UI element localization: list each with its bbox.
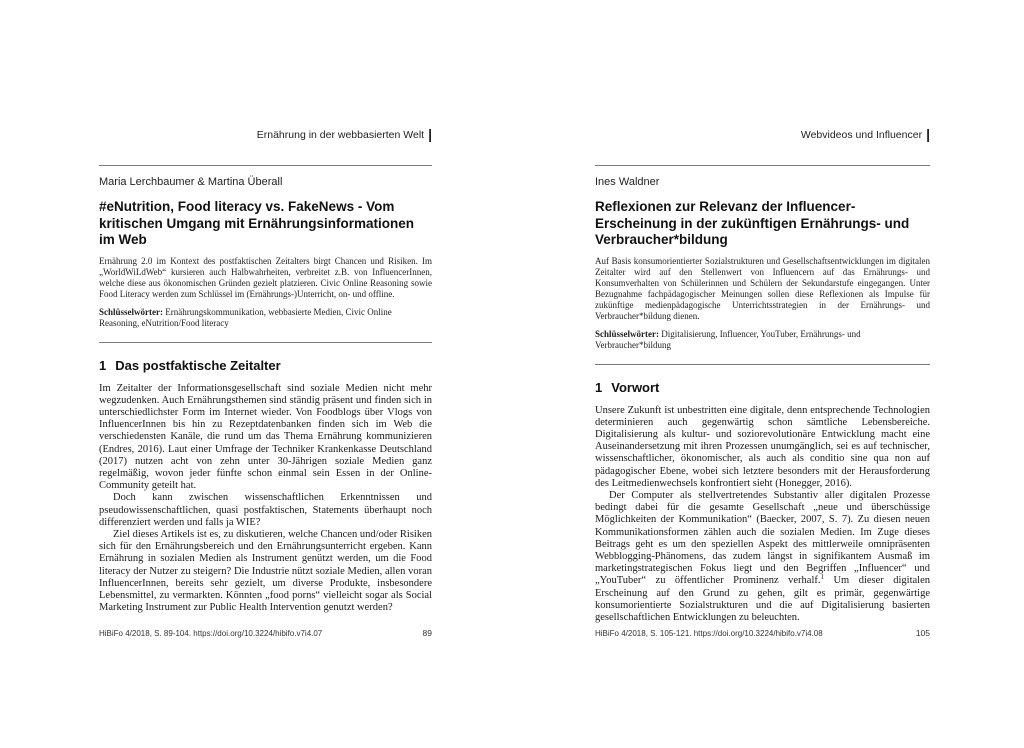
paragraph: Doch kann zwischen wissenschaftlichen Erkenntnissen und pseudowissenschaftlichen, quasi postfaktischen, Statements überhaupt noch differenziert werden und falls ja WIE? [99, 492, 432, 528]
body-text [99, 383, 432, 615]
divider-rule [595, 364, 930, 365]
footer-citation: HiBiFo 4/2018, S. 89-104. https://doi.org/10.3224/hibifo.v7i4.07 [99, 629, 323, 638]
paragraph [595, 490, 930, 624]
authors: Ines Waldner [595, 176, 660, 188]
running-head [595, 126, 930, 142]
running-head-bar: | [926, 126, 930, 142]
body-text [595, 405, 930, 625]
running-head-text: Webvideos und Influencer [800, 129, 923, 141]
paragraph: Unsere Zukunft ist unbestritten eine digitale, denn entsprechende Technologien determinieren auch gegenwärtig schon sämtliche Lebensbereiche. Digitalisierung als kultur- und soziorevolutionäre Entwicklung macht eine Auseinandersetzung mit ihren Prozessen unumgänglich, sei es auf technischer, wissenschaftlicher, ökonomischer, als auch als conditio sine qua non auf pädagogischer Ebene, wobei sich letztere besonders mit der Herausforderung des Leitmedienwechsels konfrontiert sieht (Honegger, 2016). [595, 404, 930, 489]
page-number: 105 [915, 628, 930, 638]
page-footer [99, 628, 432, 638]
paragraph: Im Zeitalter der Informationsgesellschaft sind soziale Medien nicht mehr wegzudenken. Auch Ernährungsthemen sind ständig präsent und finden sich in unterschiedlichster Form im Internet wieder. Von Foodblogs über Vlogs von InfluencerInnen bis hin zu Rezeptdatenbanken finden sich im Web die verschiedensten Kanäle, die rund um das Thema Ernährung kommunizieren (Endres, 2016). Laut einer Umfrage der Techniker Krankenkasse Deutschland (2017) nutzen acht von zehn unter 30-Jährigen soziale Medien ganz regelmäßig, wovon jeder fünfte schon einmal sein Essen in der Online-Community geteilt hat. [99, 382, 432, 492]
article-title: Reflexionen zur Relevanz der Influencer-Erscheinung in der zukünftigen Ernährungs- und Verbraucher*bildung [595, 199, 910, 247]
header-rule [595, 165, 930, 166]
paragraph-text: Der Computer als stellvertretendes Substantiv aller digitalen Prozesse bedingt dabei für die gesamte Gesellschaft „neue und überschüssige Möglichkeiten der Kommunikation“ (Baecker, 2007, S. 7). Zu diesen neuen Kommunikationsformen zählen auch die sozialen Medien. Im Zuge dieses Beitrags geht es um den speziellen Aspekt des mittlerweile omnipräsenten Webblogging-Phänomens, das zudem längst in signifikantem Ausmaß im marketingstrategischen Fokus liegt und den Begriffen „Influencer“ und „YouTuber“ zu öffentlicher Prominenz verhalf. [595, 489, 930, 587]
keywords-text: Ernährungskommunikation, webbasierte Medien, Civic Online Reasoning, eNutrition/Food literacy [99, 306, 392, 328]
footnote-marker: 1 [820, 573, 824, 582]
keywords-line [99, 307, 432, 329]
footer-citation: HiBiFo 4/2018, S. 105-121. https://doi.org/10.3224/hibifo.v7i4.08 [595, 629, 823, 638]
keywords-label: Schlüsselwörter: [595, 328, 659, 339]
running-head-text: Ernährung in der webbasierten Welt [256, 129, 425, 141]
section-title: Das postfaktische Zeitalter [115, 357, 281, 373]
page-number: 89 [422, 628, 432, 638]
running-head-bar: | [428, 126, 432, 142]
running-head [99, 126, 432, 142]
abstract: Ernährung 2.0 im Kontext des postfaktischen Zeitalters birgt Chancen und Risiken. Im „WorldWiLdWeb“ kursieren auch Halbwahrheiten, verbreitet z.B. von InfluencerInnen, welche diese aus ökonomischen Gründen gezielt platzieren. Civic Online Reasoning sowie Food Literacy werden zum Schlüssel im (Ernährungs-)Unterricht, on- und offline. [99, 255, 432, 299]
paragraph: Ziel dieses Artikels ist es, zu diskutieren, welche Chancen und/oder Risiken sich für den Ernährungsbereich und den Ernährungsunterricht ergeben. Kann Ernährung in sozialen Medien als Instrument genützt werden, um die Food literacy der Nutzer zu steigern? Die Industrie nützt soziale Medien, allen voran InfluencerInnen, bereits sehr gezielt, um diverse Produkte, insbesondere Lebensmittel, zu vermarkten. Könnten „food porns“ vielleicht sogar als Social Marketing Instrument zur Public Health Intervention genutzt werden? [99, 528, 432, 614]
section-heading [99, 358, 432, 373]
section-number: 1 [595, 379, 603, 395]
paragraph-text: Um dieser digitalen Erscheinung auf den Grund zu gehen, gilt es primär, gegenwärtige konsumorientierte Sozialstrukturen und die auf Digitalisierung basierten gesellschaftlichen Entwicklungen zu beleuchten. [595, 575, 930, 623]
right-page [595, 0, 930, 748]
section-heading [595, 380, 930, 395]
section-number: 1 [99, 357, 107, 373]
abstract: Auf Basis konsumorientierter Sozialstrukturen und Gesellschaftsentwicklungen im digitalen Zeitalter wird auf den Stellenwert von Influencern auf das Ernährungs- und Konsumverhalten von Schülerinnen und Schülern der Sekundarstufe eingegangen. Unter Bezugnahme fachpädagogischer Meinungen sollen diese Reflexionen als Impulse für zukünftige medienpädagogische Unterrichtsstrategien in der Ernährungs- und Verbraucher*bildung dienen. [595, 255, 930, 321]
header-rule [99, 165, 432, 166]
keywords-text: Digitalisierung, Influencer, YouTuber, Ernährungs- und Verbraucher*bildung [595, 328, 861, 350]
article-title: #eNutrition, Food literacy vs. FakeNews - Vom kritischen Umgang mit Ernährungsinformationen im Web [99, 199, 415, 247]
divider-rule [99, 342, 432, 343]
page-footer [595, 628, 930, 638]
keywords-label: Schlüsselwörter: [99, 306, 163, 317]
left-page [99, 0, 432, 748]
keywords-line [595, 329, 930, 351]
authors: Maria Lerchbaumer & Martina Überall [99, 176, 283, 188]
section-title: Vorwort [611, 379, 660, 395]
